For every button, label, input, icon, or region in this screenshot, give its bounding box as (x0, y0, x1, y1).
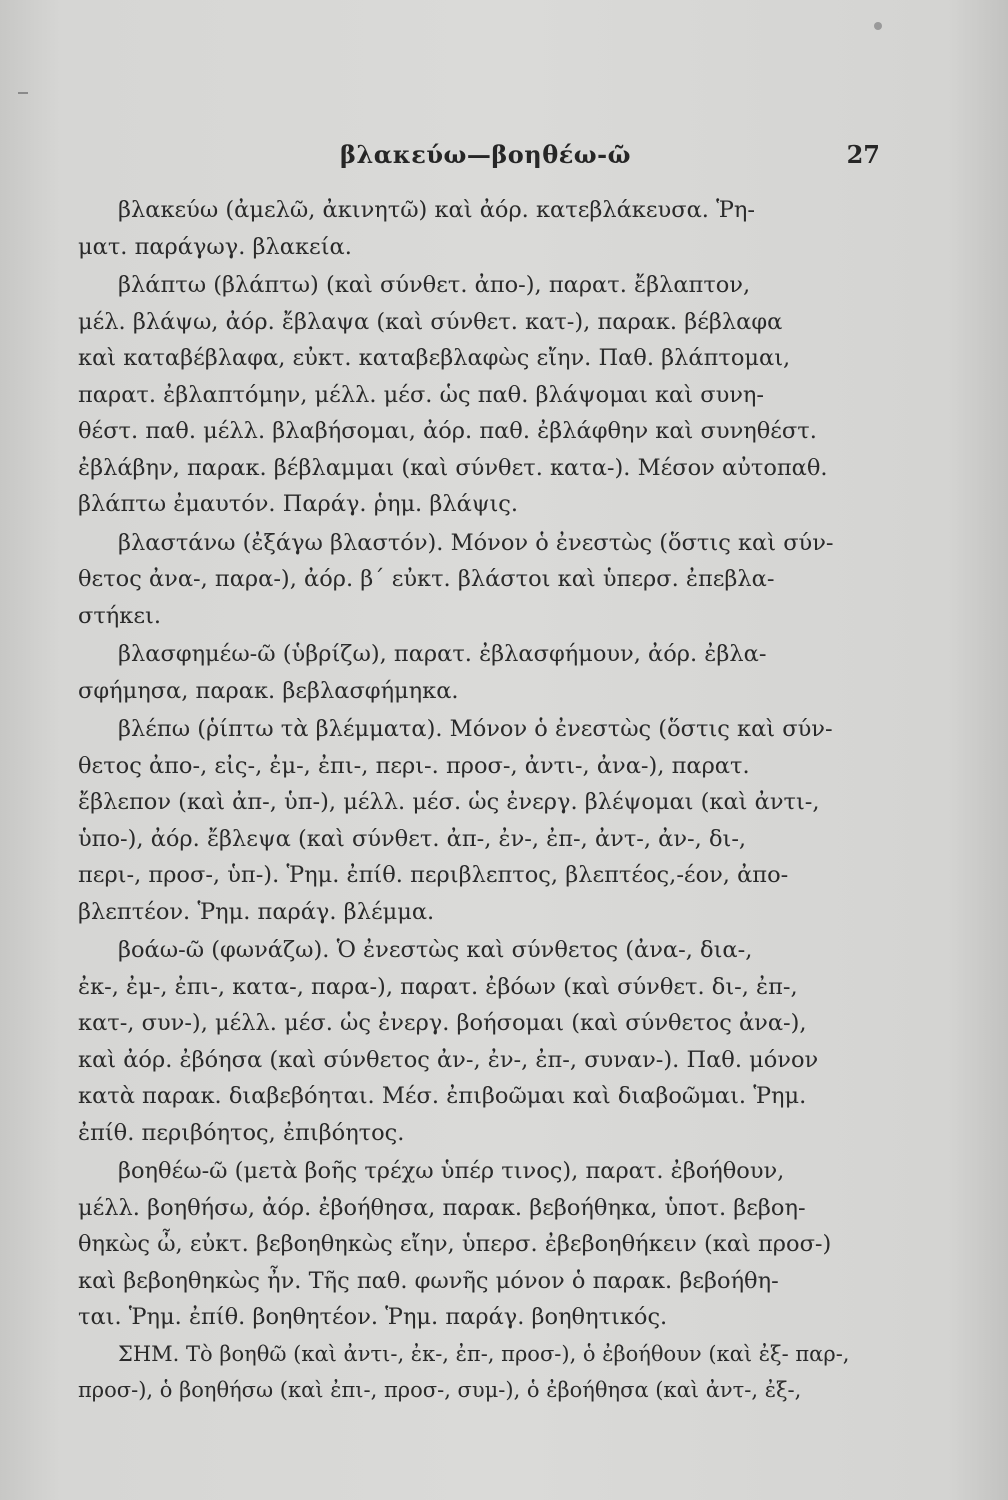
text-line: βλάπτω (βλάπτω) (καὶ σύνθετ. ἀπο-), παρατ. ἔβλαπτον, (118, 272, 751, 298)
entry-blasphemeo (78, 636, 878, 709)
text-line: θηκὼς ὦ, εὐκτ. βεβοηθηκὼς εἴην, ὑπερσ. ἐβεβοηθήκειν (καὶ προσ-) (78, 1231, 832, 1257)
text-line: βλέπω (ῥίπτω τὰ βλέμματα). Μόνον ὁ ἐνεστὼς (ὅστις καὶ σύν- (118, 716, 833, 742)
margin-mark (18, 92, 28, 94)
text-line: ται. Ῥημ. ἐπίθ. βοηθητέον. Ῥημ. παράγ. βοηθητικός. (78, 1304, 668, 1330)
text-line: βλακεύω (ἀμελῶ, ἀκινητῶ) καὶ ἀόρ. κατεβλάκευσα. Ῥη- (118, 197, 755, 223)
entry-blepo (78, 711, 878, 930)
text-line: ἐβλάβην, παρακ. βέβλαμμαι (καὶ σύνθετ. κατα-). Μέσον αὐτοπαθ. (78, 454, 828, 481)
text-line: καὶ καταβέβλαφα, εὐκτ. καταβεβλαφὼς εἴην. Παθ. βλάπτομαι, (78, 345, 791, 371)
text-line: κατὰ παρακ. διαβεβόηται. Μέσ. ἐπιβοῶμαι καὶ διαβοῶμαι. Ῥημ. (78, 1083, 807, 1109)
dictionary-text (78, 192, 878, 1409)
text-line: ἐκ-, ἐμ-, ἐπι-, κατα-, παρα-), παρατ. ἐβόων (καὶ σύνθετ. δι-, ἐπ-, (78, 973, 798, 1000)
text-line: βλαστάνω (ἐξάγω βλαστόν). Μόνον ὁ ἐνεστὼς (ὅστις καὶ σύν- (118, 529, 834, 556)
entry-blakeuo (78, 192, 878, 265)
text-line: βλεπτέον. Ῥημ. παράγ. βλέμμα. (78, 898, 435, 925)
page-header (80, 140, 880, 180)
entry-boetheo (78, 1153, 878, 1336)
text-line: θετος ἀνα-, παρα-), ἀόρ. β΄ εὐκτ. βλάστοι καὶ ὑπερσ. ἐπεβλα- (78, 566, 775, 592)
text-line: θέστ. παθ. μέλλ. βλαβήσομαι, ἀόρ. παθ. ἐβλάφθην καὶ συνηθέστ. (78, 418, 817, 444)
paper-spot (874, 22, 882, 30)
text-line: μέλ. βλάψω, ἀόρ. ἔβλαψα (καὶ σύνθετ. κατ-), παρακ. βέβλαφα (78, 308, 783, 335)
text-line: βλάπτω ἐμαυτόν. Παράγ. ῥημ. βλάψις. (78, 491, 519, 517)
note-block (78, 1336, 878, 1409)
page-number: 27 (846, 140, 880, 169)
text-line: βλασφημέω-ῶ (ὑβρίζω), παρατ. ἐβλασφήμουν, ἀόρ. ἐβλα- (118, 641, 767, 667)
entry-blastano (78, 525, 878, 635)
text-line: βοηθέω-ῶ (μετὰ βοῆς τρέχω ὑπέρ τινος), παρατ. ἐβοήθουν, (118, 1158, 785, 1184)
entry-boao (78, 932, 878, 1151)
text-line: παρατ. ἐβλαπτόμην, μέλλ. μέσ. ὡς παθ. βλάψομαι καὶ συνη- (78, 381, 765, 408)
text-line: βοάω-ῶ (φωνάζω). Ὁ ἐνεστὼς καὶ σύνθετος (ἀνα-, δια-, (118, 937, 753, 963)
text-line: καὶ βεβοηθηκὼς ἦν. Τῆς παθ. φωνῆς μόνον ὁ παρακ. βεβοήθη- (78, 1267, 779, 1294)
text-line: θετος ἀπο-, εἰς-, ἐμ-, ἐπι-, περι-. προσ-, ἀντι-, ἀνα-), παρατ. (78, 752, 750, 779)
text-line: καὶ ἀόρ. ἐβόησα (καὶ σύνθετος ἀν-, ἐν-, ἐπ-, συναν-). Παθ. μόνον (78, 1046, 819, 1073)
text-line: ἔβλεπον (καὶ ἀπ-, ὑπ-), μέλλ. μέσ. ὡς ἐνεργ. βλέψομαι (καὶ ἀντι-, (78, 789, 820, 815)
note-line: προσ-), ὁ βοηθήσω (καὶ ἐπι-, προσ-, συμ-), ὁ ἐβοήθησα (καὶ ἀντ-, ἐξ-, (78, 1378, 802, 1402)
entry-blapto (78, 267, 878, 523)
text-line: κατ-, συν-), μέλλ. μέσ. ὡς ἐνεργ. βοήσομαι (καὶ σύνθετος ἀνα-), (78, 1010, 807, 1036)
text-line: σφήμησα, παρακ. βεβλασφήμηκα. (78, 677, 459, 704)
note-line: ΣΗΜ. Τὸ βοηθῶ (καὶ ἀντι-, ἐκ-, ἐπ-, προσ-), ὁ ἐβοήθουν (καὶ ἐξ- παρ-, (118, 1341, 850, 1366)
text-line: ὑπο-), ἀόρ. ἔβλεψα (καὶ σύνθετ. ἀπ-, ἐν-, ἐπ-, ἀντ-, ἀν-, δι-, (78, 825, 747, 852)
text-line: στήκει. (78, 602, 161, 629)
text-line: ἐπίθ. περιβόητος, ἐπιβόητος. (78, 1119, 405, 1146)
text-line: ματ. παράγωγ. βλακεία. (78, 233, 352, 260)
text-line: περι-, προσ-, ὑπ-). Ῥημ. ἐπίθ. περιβλεπτος, βλεπτέος,-έον, ἀπο- (78, 862, 789, 888)
text-line: μέλλ. βοηθήσω, ἀόρ. ἐβοήθησα, παρακ. βεβοήθηκα, ὑποτ. βεβοη- (78, 1194, 806, 1221)
running-head: βλακεύω—βοηθέω-ῶ (340, 140, 631, 169)
